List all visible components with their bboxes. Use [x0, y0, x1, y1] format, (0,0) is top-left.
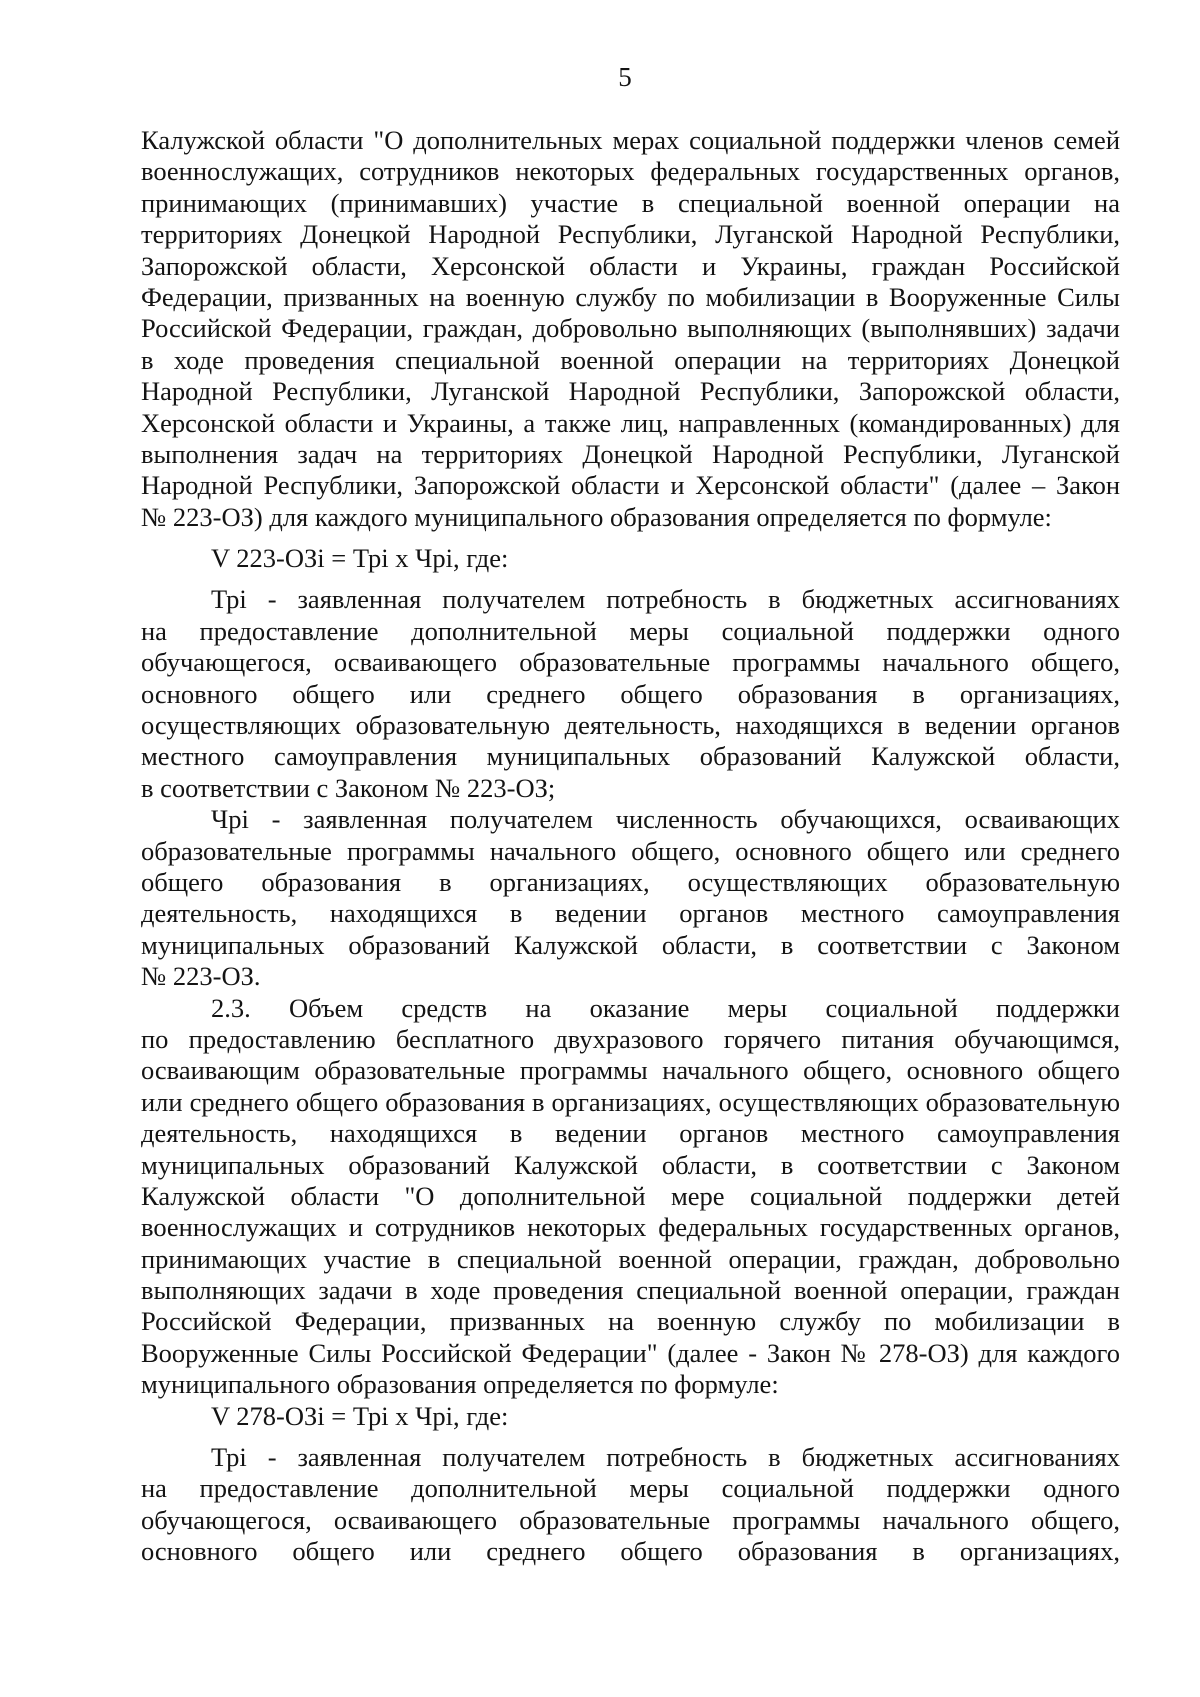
text-line: Трі - заявленная получателем потребность в бюджетных ассигнованиях — [211, 1442, 1120, 1473]
text-line: № 223-ОЗ) для каждого муниципального образования определяется по формуле: — [141, 501, 1052, 532]
text-line: территориях Донецкой Народной Республики, Луганской Народной Республики, — [141, 219, 1120, 250]
text-line: V 278-ОЗi = Трі х Чрі, где: — [211, 1400, 509, 1431]
paragraph-gap — [141, 574, 1120, 584]
text-line: деятельность, находящихся в ведении органов местного самоуправления — [141, 898, 1120, 929]
formula — [141, 1401, 1120, 1432]
text-line: Трі - заявленная получателем потребность в бюджетных ассигнованиях — [211, 584, 1120, 615]
paragraph — [141, 1442, 1120, 1568]
text-line: Вооруженные Силы Российской Федерации" (далее - Закон № 278-ОЗ) для каждого — [141, 1337, 1120, 1368]
text-line: осуществляющих образовательную деятельность, находящихся в ведении органов — [141, 710, 1120, 741]
text-line: деятельность, находящихся в ведении органов местного самоуправления — [141, 1118, 1120, 1149]
page-number: 5 — [618, 62, 632, 92]
text-line: муниципального образования определяется по формуле: — [141, 1369, 779, 1400]
text-line: выполнения задач на территориях Донецкой Народной Республики, Луганской — [141, 438, 1120, 469]
paragraph-gap — [141, 1432, 1120, 1442]
text-line: Запорожской области, Херсонской области и Украины, граждан Российской — [141, 250, 1120, 281]
text-line: Чрі - заявленная получателем численность обучающихся, осваивающих — [211, 804, 1120, 835]
text-line: Народной Республики, Луганской Народной Республики, Запорожской области, — [141, 376, 1120, 407]
text-line: Калужской области "О дополнительной мере социальной поддержки детей — [141, 1180, 1120, 1211]
text-line: общего образования в организациях, осуществляющих образовательную — [141, 866, 1120, 897]
text-line: муниципальных образований Калужской области, в соответствии с Законом — [141, 929, 1120, 960]
text-line: местного самоуправления муниципальных образований Калужской области, — [141, 741, 1120, 772]
paragraph — [141, 125, 1120, 533]
text-line: V 223-ОЗi = Трі х Чрі, где: — [211, 543, 509, 574]
text-line: Калужской области "О дополнительных мерах социальной поддержки членов семей — [141, 125, 1120, 155]
text-line: по предоставлению бесплатного двухразового горячего питания обучающимся, — [141, 1023, 1120, 1054]
text-line: Российской Федерации, граждан, добровольно выполняющих (выполнявших) задачи — [141, 313, 1120, 344]
text-line: в соответствии с Законом № 223-ОЗ; — [141, 772, 556, 803]
text-line: образовательные программы начального общего, основного общего или среднего — [141, 835, 1120, 866]
formula — [141, 543, 1120, 574]
text-line: Федерации, призванных на военную службу по мобилизации в Вооруженные Силы — [141, 281, 1120, 312]
text-line: выполняющих задачи в ходе проведения специальной военной операции, граждан — [141, 1275, 1120, 1306]
text-line: основного общего или среднего общего образования в организациях, — [141, 1536, 1120, 1567]
text-line: принимающих участие в специальной военной операции, граждан, добровольно — [141, 1243, 1120, 1274]
text-line: Херсонской области и Украины, а также лиц, направленных (командированных) для — [141, 407, 1120, 438]
text-line: или среднего общего образования в организациях, осуществляющих образовательную — [141, 1086, 1120, 1117]
paragraph — [141, 584, 1120, 804]
text-line: Российской Федерации, призванных на военную службу по мобилизации в — [141, 1306, 1120, 1337]
text-line: муниципальных образований Калужской области, в соответствии с Законом — [141, 1149, 1120, 1180]
text-line: на предоставление дополнительной меры социальной поддержки одного — [141, 615, 1120, 646]
paragraph-gap — [141, 533, 1120, 543]
text-line: военнослужащих и сотрудников некоторых федеральных государственных органов, — [141, 1212, 1120, 1243]
text-line: № 223-ОЗ. — [141, 961, 261, 992]
text-line: военнослужащих, сотрудников некоторых федеральных государственных органов, — [141, 156, 1120, 187]
text-line: в ходе проведения специальной военной операции на территориях Донецкой — [141, 344, 1120, 375]
text-line: основного общего или среднего общего образования в организациях, — [141, 678, 1120, 709]
paragraph — [141, 804, 1120, 992]
document-body — [141, 125, 1120, 1568]
text-line: осваивающим образовательные программы начального общего, основного общего — [141, 1055, 1120, 1086]
text-line: на предоставление дополнительной меры социальной поддержки одного — [141, 1473, 1120, 1504]
text-line: Народной Республики, Запорожской области и Херсонской области" (далее – Закон — [141, 470, 1120, 501]
text-line: обучающегося, осваивающего образовательные программы начального общего, — [141, 1504, 1120, 1535]
text-line: обучающегося, осваивающего образовательные программы начального общего, — [141, 647, 1120, 678]
paragraph — [141, 993, 1120, 1401]
text-line: 2.3. Объем средств на оказание меры социальной поддержки — [211, 992, 1120, 1023]
text-line: принимающих (принимавших) участие в специальной военной операции на — [141, 187, 1120, 218]
